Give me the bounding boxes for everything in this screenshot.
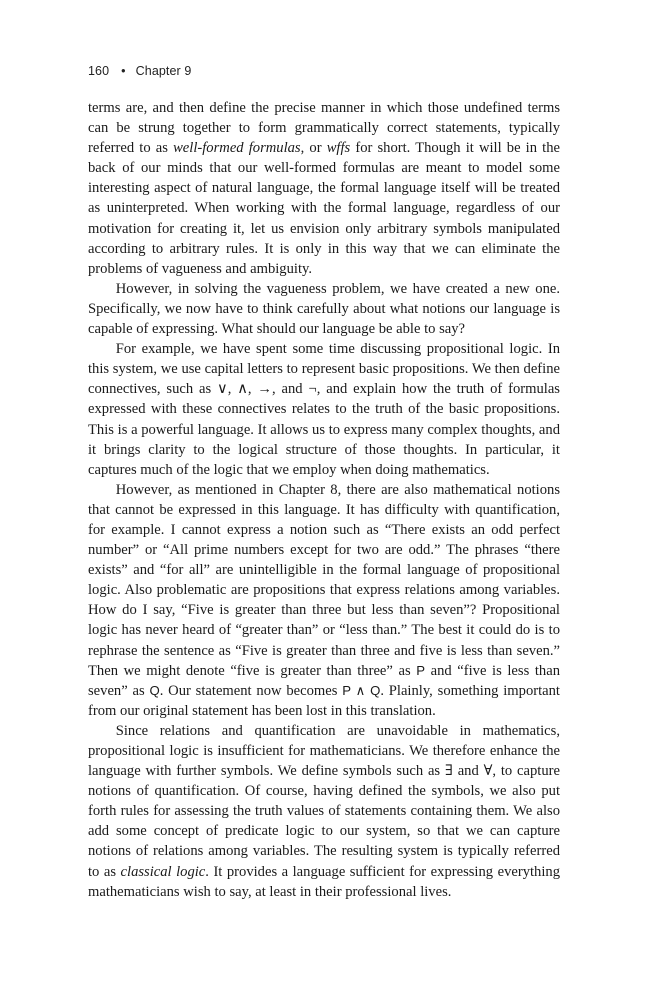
term-well-formed-formulas: well-formed formulas — [173, 140, 301, 157]
book-page — [88, 62, 560, 902]
paragraph-3: For example, we have spent some time discussing propositional logic. In this system, we use capital letters to represent basic propositions. We then define connectives, such as ∨, ∧, →, and ¬, and explain how the truth of formulas expressed with these connectives relates to the truth of the basic propositions. This is a powerful language. It allows us to express many complex thoughts, and it brings clarity to the logical structure of those thoughts. In particular, it captures much of the logic that we employ when doing mathematics. — [88, 341, 560, 478]
term-classical-logic: classical logic — [120, 863, 206, 880]
paragraph-4 — [88, 480, 560, 721]
header-separator: • — [121, 64, 126, 78]
paragraph-1-text-c: for short. Though it will be in the back of our minds that our well-formed formulas are meant to model some interesting aspect of natural language, the formal language itself will be treated as uninterpreted. When working with the formal language, regardless of our motivation for creating it, let us envision only arbitrary symbols manipulated according to arbitrary rules. It is only in this way that we can eliminate the problems of vagueness and ambiguity. — [88, 140, 560, 277]
symbol-q: Q — [149, 682, 160, 698]
paragraph-5-text-b: . It provides a language sufficient for expressing everything mathematicians wish to say, at least in their professional lives. — [88, 863, 560, 900]
paragraph-1-text-b: , or — [300, 140, 327, 157]
paragraph-4-text-d: . Plainly, something important from our original statement has been lost in this translation. — [88, 682, 560, 719]
page-number: 160 — [88, 64, 110, 78]
formula-p-and-q: P ∧ Q — [342, 682, 381, 698]
term-wffs: wffs — [326, 140, 351, 157]
paragraph-1-text-a: terms are, and then define the precise manner in which those undefined terms can be strung together to form grammatically correct statements, typically referred to as — [88, 100, 560, 157]
paragraph-1 — [88, 98, 560, 279]
running-head — [88, 62, 560, 80]
paragraph-4-text-c: . Our statement now becomes — [159, 682, 343, 699]
paragraph-4-text-b: and “five is less than seven” as — [88, 662, 560, 699]
paragraph-5-text-a: Since relations and quantification are unavoidable in mathematics, propositional logic is insufficient for mathematicians. We therefore enhance the language with further symbols. We define symbols such as ∃ and ∀, to capture notions of quantification. Of course, having defined the symbols, we also put forth rules for assessing the truth values of statements containing them. We also add some concept of predicate logic to our system, so that we can capture notions of relations among variables. The resulting system is typically referred to as — [88, 722, 560, 880]
paragraph-5 — [88, 721, 560, 902]
chapter-label: Chapter 9 — [135, 64, 192, 78]
paragraph-2: However, in solving the vagueness problem, we have created a new one. Specifically, we now have to think carefully about what notions our language is capable of expressing. What should our language be able to say? — [88, 280, 560, 338]
body-text — [88, 98, 560, 902]
paragraph-4-text-a: However, as mentioned in Chapter 8, there are also mathematical notions that cannot be expressed in this language. It has difficulty with quantification, for example. I cannot express a notion such as “There exists an odd perfect number” or “All prime numbers except for two are odd.” The phrases “there exists” and “for all” are unintelligible in the formal language of propositional logic. Also problematic are propositions that express relations among variables. How do I say, “Five is greater than three but less than seven”? Propositional logic has never heard of “greater than” or “less than.” The best it could do is to rephrase the sentence as “Five is greater than three and five is less than seven.” Then we might denote “five is greater than three” as — [88, 481, 560, 679]
symbol-p: P — [416, 662, 426, 678]
